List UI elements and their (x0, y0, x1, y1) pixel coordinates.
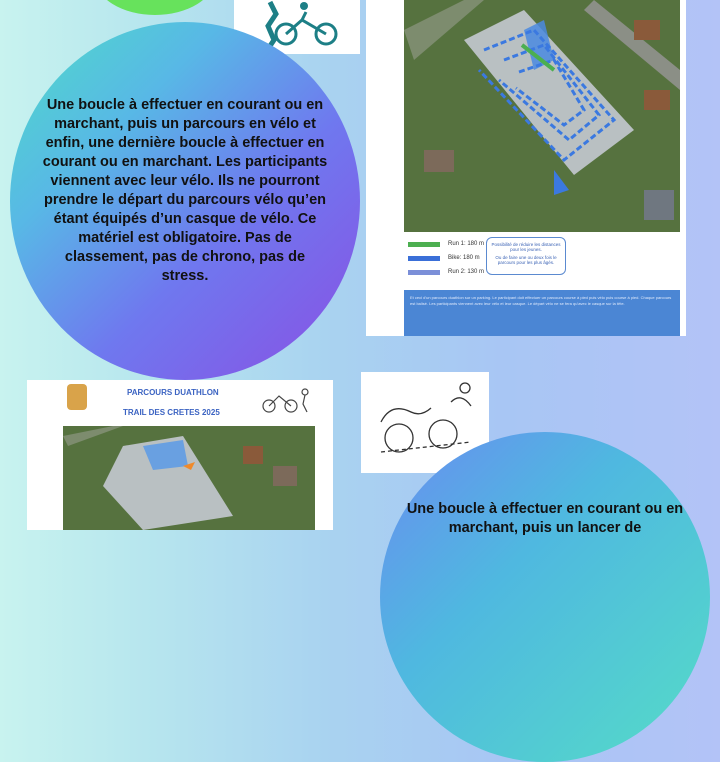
distance-info-box: Possibilité de réduire les distances pour les jeunes. Ou de faire une ou deux fois le parcours pour les plus âgés. (486, 237, 566, 275)
duathlon-flyer (27, 380, 333, 530)
legend-item-bike: Bike: 180 m (408, 251, 568, 265)
flyer-title: PARCOURS DUATHLON (127, 388, 219, 397)
course-description-bar: Et ceci d'un parcours duathlon sur un parking. Le participant doit effectuer un parcours course à pied puis vélo puis course à pied. Chaque parcours est balisé. Les participants viennent avec leur vélo et leur casque. Le départ vélo ne se fera qu'avec le casque sur la tête. (404, 290, 680, 336)
legend-item-run2: Run 2: 130 m (408, 265, 568, 279)
green-arrow-icon (408, 242, 440, 247)
description-bubble-1 (10, 22, 360, 380)
flyer-subtitle: TRAIL DES CRETES 2025 (123, 408, 220, 417)
description-bubble-2 (380, 432, 710, 762)
green-blob-decoration (95, 0, 215, 15)
bubble-1-text: Une boucle à effectuer en courant ou en marchant, puis un parcours en vélo et enfin, une dernière boucle à effectuer en courant ou en marchant. Les participants viennent avec leur vélo. Ils ne pourront prendre le départ du parcours vélo qu’en étant équipés d’un casque de vélo. Ce matériel est obligatoire. Pas de classement, pas de chrono, pas de stress. (42, 97, 328, 284)
bubble-2-text: Une boucle à effectuer en courant ou en marchant, puis un lancer de (406, 501, 684, 536)
aerial-map-2 (63, 426, 315, 530)
trophy-logo (67, 384, 87, 410)
lavender-arrow-icon (408, 270, 440, 275)
legend-item-run1: Run 1: 180 m (408, 237, 568, 251)
runner-sketch-icon (257, 386, 317, 414)
aerial-map-1 (404, 0, 680, 232)
blue-arrow-icon (408, 256, 440, 261)
